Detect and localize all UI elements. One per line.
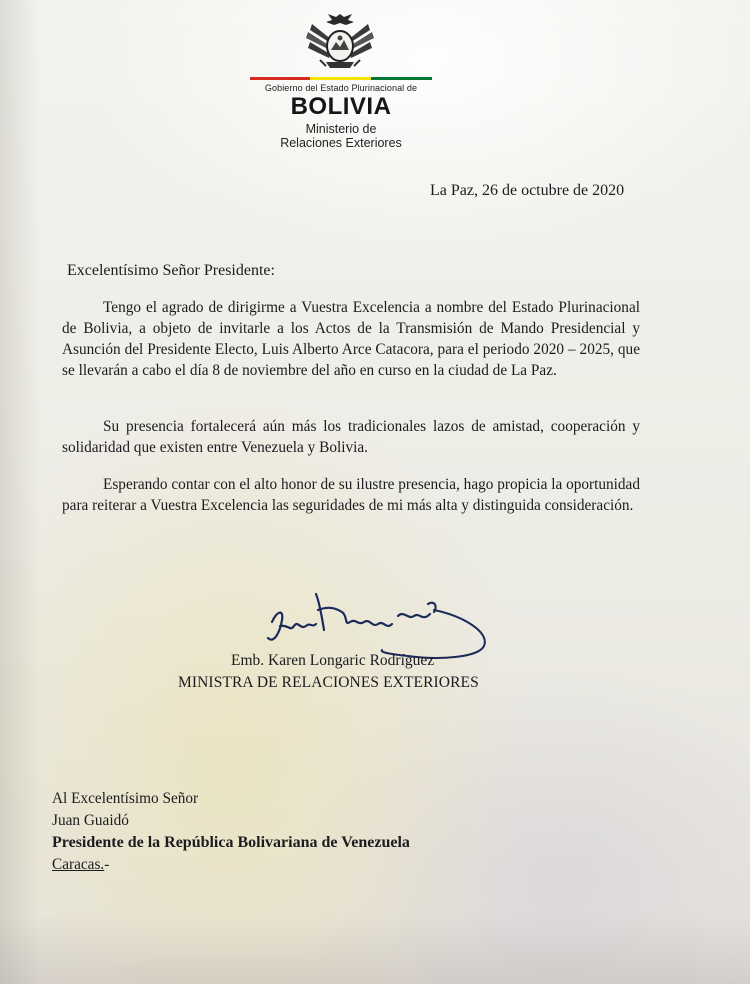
letter-date: La Paz, 26 de octubre de 2020 <box>430 182 625 199</box>
flag-color-line <box>250 77 432 80</box>
recipient-city: Caracas. <box>52 856 105 873</box>
recipient-title: Presidente de la República Bolivariana de Venezuela <box>52 834 410 851</box>
signer-title: MINISTRA DE RELACIONES EXTERIORES <box>178 674 479 691</box>
recipient-line-1: Al Excelentísimo Señor <box>52 790 199 807</box>
ministry-line-1: Ministerio de <box>305 122 377 136</box>
recipient-city-suffix: - <box>104 856 110 873</box>
page-shadow-left <box>0 0 40 984</box>
recipient-name: Juan Guaidó <box>52 812 129 829</box>
ministry-line-2: Relaciones Exteriores <box>280 136 402 150</box>
letterhead-ministry <box>250 122 432 150</box>
recipient-city-line <box>52 856 109 874</box>
body-paragraph-2: Su presencia fortalecerá aún más los tradicionales lazos de amistad, cooperación y solidaridad que existen entre Venezuela y Bolivia. <box>62 418 640 456</box>
letterhead-country: BOLIVIA <box>290 93 392 120</box>
page-shadow-bottom <box>0 914 750 984</box>
salutation: Excelentísimo Señor Presidente: <box>67 262 275 279</box>
body-paragraph-1: Tengo el agrado de dirigirme a Vuestra Excelencia a nombre del Estado Plurinacional de Bolivia, a objeto de invitarle a los Actos de la Transmisión de Mando Presidencial y Asunción del Presidente Electo, Luis Alberto Arce Catacora, para el periodo 2020 – 2025, que se llevarán a cabo el día 8 de noviembre del año en curso en la ciudad de La Paz. <box>62 299 640 379</box>
body-paragraph-3: Esperando contar con el alto honor de su ilustre presencia, hago propicia la oportunidad para reiterar a Vuestra Excelencia las seguridades de mi más alta y distinguida consideración. <box>62 476 640 514</box>
signer-name: Emb. Karen Longaric Rodríguez <box>231 652 435 669</box>
letterhead-government: Gobierno del Estado Plurinacional de <box>264 83 418 93</box>
coat-of-arms-icon <box>302 10 378 74</box>
